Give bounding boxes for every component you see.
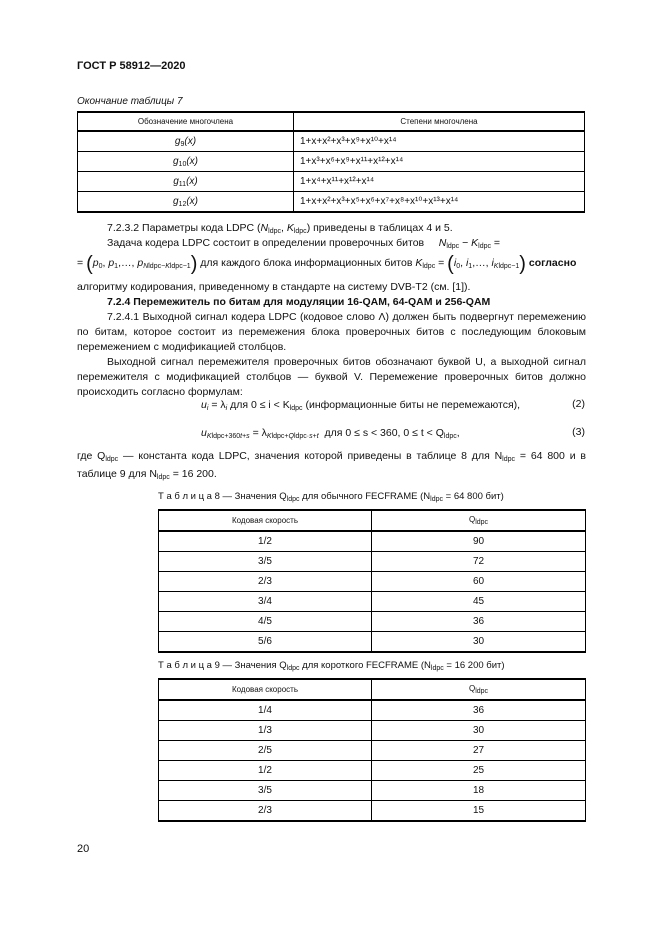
section-heading-724: 7.2.4 Перемежитель по битам для модуляции 16-QAM, 64-QAM и 256-QAM xyxy=(107,296,491,308)
poly-degrees: 1+x⁴+x¹¹+x¹²+x¹⁴ xyxy=(294,172,585,192)
page-number: 20 xyxy=(77,843,90,855)
table-row xyxy=(78,131,585,152)
table-row xyxy=(78,192,585,213)
poly-name: $g_{12}(x)$ xyxy=(78,192,294,213)
col-header-rate: Кодовая скорость xyxy=(159,679,372,700)
col-header-q: $Q_{ldpc}$ xyxy=(372,679,586,700)
table-7-caption: Окончание таблицы 7 xyxy=(77,96,183,107)
col-header-name: Обозначение многочлена xyxy=(78,112,294,131)
document-header: ГОСТ Р 58912—2020 xyxy=(77,60,186,72)
paragraph-encoder-line3: алгоритму кодирования, приведенному в стандарте на систему DVB-T2 (см. [1]). xyxy=(77,281,471,293)
poly-degrees: 1+x³+x⁶+x⁹+x¹¹+x¹²+x¹⁴ xyxy=(294,152,585,172)
table-row: 1/2 25 xyxy=(159,761,586,781)
paragraph-encoder-line2: = ($p_0$, $p_1,\dots$, $p_{Nldpc-Kldpc-1}$) для каждого блока информационных битов $K_{ldpc} = (i_0$, $i_1,\dots$, $i_{Kldpc-1}$) согласно xyxy=(77,253,577,275)
formula-2: $u_i = \lambda_i$ для $0 \le i < K_{ldpc}$ (информационные биты не перемежаются), xyxy=(201,399,521,412)
table-row: 1/2 90 xyxy=(159,531,586,552)
paragraph-7232: 7.2.3.2 Параметры кода LDPC ($N_{ldpc}$, $K_{ldpc}$) приведены в таблицах 4 и 5. xyxy=(107,222,453,235)
table-row: 3/5 18 xyxy=(159,781,586,801)
table-header-row xyxy=(159,679,586,700)
table-8-caption: Т а б л и ц а 8 — Значения $Q_{ldpc}$ для обычного FECFRAME ($N_{ldpc} = 64$ 800 бит) xyxy=(158,491,504,503)
poly-degrees: 1+x+x²+x³+x⁵+x⁶+x⁷+x⁸+x¹⁰+x¹³+x¹⁴ xyxy=(294,192,585,213)
equation-number-3: (3) xyxy=(572,426,585,438)
table-row: 4/5 36 xyxy=(159,612,586,632)
col-header-poly: Степени многочлена xyxy=(294,112,585,131)
table-row: 2/5 27 xyxy=(159,741,586,761)
poly-name: $g_9(x)$ xyxy=(78,131,294,152)
formula-3: $u_{Kldpc+360t+s} = \lambda_{Kldpc+Qldpc\cdot s+t}$ для 0 ≤ s < 360, $0 \le t < Q_{ldpc}$, xyxy=(201,427,460,440)
poly-degrees: 1+x+x²+x³+x⁹+x¹⁰+x¹⁴ xyxy=(294,131,585,152)
table-row: 3/5 72 xyxy=(159,552,586,572)
table-8 xyxy=(158,509,586,653)
paragraph-7241: 7.2.4.1 Выходной сигнал кодера LDPC (кодовое слово Λ) должен быть подвергнут перемежению по битам, которое состоит из перемежения блока проверочных битов с последующим блоковым перемежением с модификацией столбцов. xyxy=(77,311,586,353)
paragraph-encoder-line1: Задача кодера LDPC состоит в определении проверочных битов $N_{ldpc} - K_{ldpc}$ = xyxy=(107,237,501,250)
table-row: 1/4 36 xyxy=(159,700,586,721)
col-header-q: $Q_{ldpc}$ xyxy=(372,510,586,531)
table-header-row xyxy=(78,112,585,131)
table-row: 5/6 30 xyxy=(159,632,586,653)
table-9 xyxy=(158,678,586,822)
col-header-rate: Кодовая скорость xyxy=(159,510,372,531)
table-row xyxy=(78,172,585,192)
table-row: 2/3 15 xyxy=(159,801,586,822)
table-row: 2/3 60 xyxy=(159,572,586,592)
paragraph-where: где $Q_{ldpc}$ — константа кода LDPC, значения которой приведены в таблице 8 для $N_{ldpc} = 64$ 800 и в таблице 9 для $N_{ldpc} = 16$ 200. xyxy=(77,450,586,481)
poly-name: $g_{11}(x)$ xyxy=(78,172,294,192)
equation-number-2: (2) xyxy=(572,398,585,410)
table-row: 3/4 45 xyxy=(159,592,586,612)
paragraph-interleaver-output: Выходной сигнал перемежителя проверочных битов обозначают буквой U, а выходной сигнал перемежителя с модификацией столбцов — буквой V. Перемежение проверочных битов должно происходить согласно формулам: xyxy=(77,356,586,398)
table-7 xyxy=(77,111,585,213)
table-9-caption: Т а б л и ц а 9 — Значения $Q_{ldpc}$ для короткого FECFRAME ($N_{ldpc} = 16$ 200 бит) xyxy=(158,660,505,672)
table-row: 1/3 30 xyxy=(159,721,586,741)
table-header-row xyxy=(159,510,586,531)
poly-name: $g_{10}(x)$ xyxy=(78,152,294,172)
table-row xyxy=(78,152,585,172)
